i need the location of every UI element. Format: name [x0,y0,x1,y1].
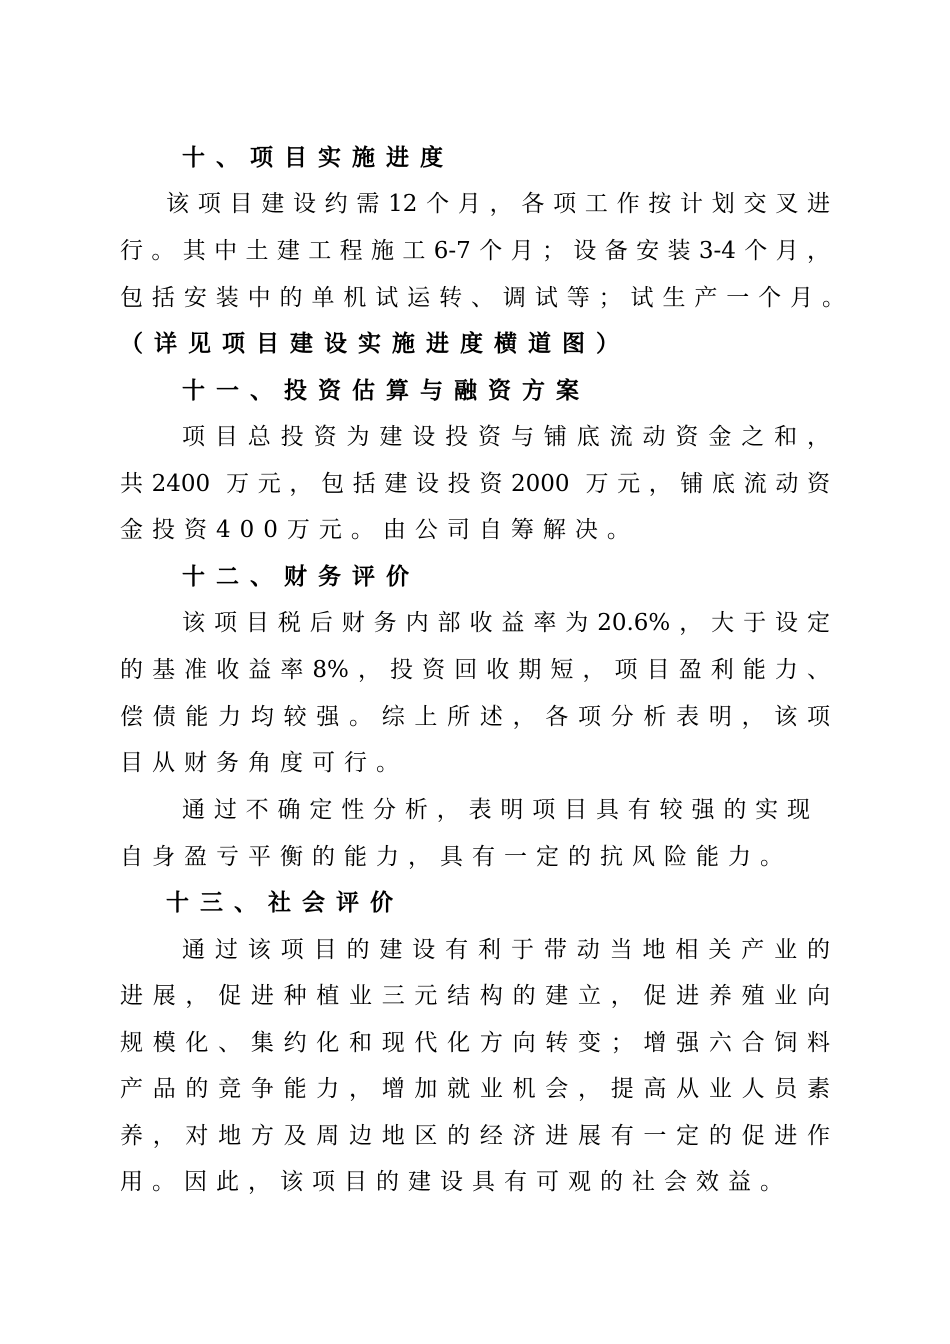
paragraph-line: 项目总投资为建设投资与铺底流动资金之和， [182,424,830,450]
paragraph-line: 进展，促进种植业三元结构的建立，促进养殖业向 [120,983,830,1009]
paragraph-line: 用。因此，该项目的建设具有可观的社会效益。 [120,1169,792,1195]
paragraph-line: 该项目建设约需12个月，各项工作按计划交叉进 [166,191,830,217]
section-heading-13: 十三、社会评价 [166,889,404,916]
paragraph-line: 规模化、集约化和现代化方向转变；增强六合饲料 [120,1030,830,1056]
paragraph-line: 行。其中土建工程施工6-7个月；设备安装3-4个月， [120,238,830,264]
paragraph-line: 通过该项目的建设有利于带动当地相关产业的 [182,937,830,963]
paragraph-line: 共2400 万元，包括建设投资2000 万元，铺底流动资 [120,471,830,497]
section-heading-10: 十、项目实施进度 [182,144,454,171]
paragraph-line: 自身盈亏平衡的能力，具有一定的抗风险能力。 [120,844,792,870]
paragraph-line: 养，对地方及周边地区的经济进展有一定的促进作 [120,1123,830,1149]
paragraph-line: 偿债能力均较强。综上所述，各项分析表明，该项 [120,704,830,730]
paragraph-line-bold: （详见项目建设实施进度横道图） [120,330,630,357]
paragraph-line: 通过不确定性分析，表明项目具有较强的实现 [182,797,810,823]
paragraph-line: 目从财务角度可行。 [120,750,408,776]
paragraph-line: 的基准收益率8%，投资回收期短，项目盈利能力、 [120,657,830,683]
paragraph-line: 金投资400万元。由公司自筹解决。 [120,517,639,543]
section-heading-12: 十二、财务评价 [182,563,420,590]
section-heading-11: 十一、投资估算与融资方案 [182,377,590,404]
paragraph-line: 该项目税后财务内部收益率为20.6%，大于设定 [182,610,830,636]
paragraph-line: 包括安装中的单机试运转、调试等；试生产一个月。 [120,285,845,311]
paragraph-line: 产品的竞争能力，增加就业机会，提高从业人员素 [120,1076,830,1102]
